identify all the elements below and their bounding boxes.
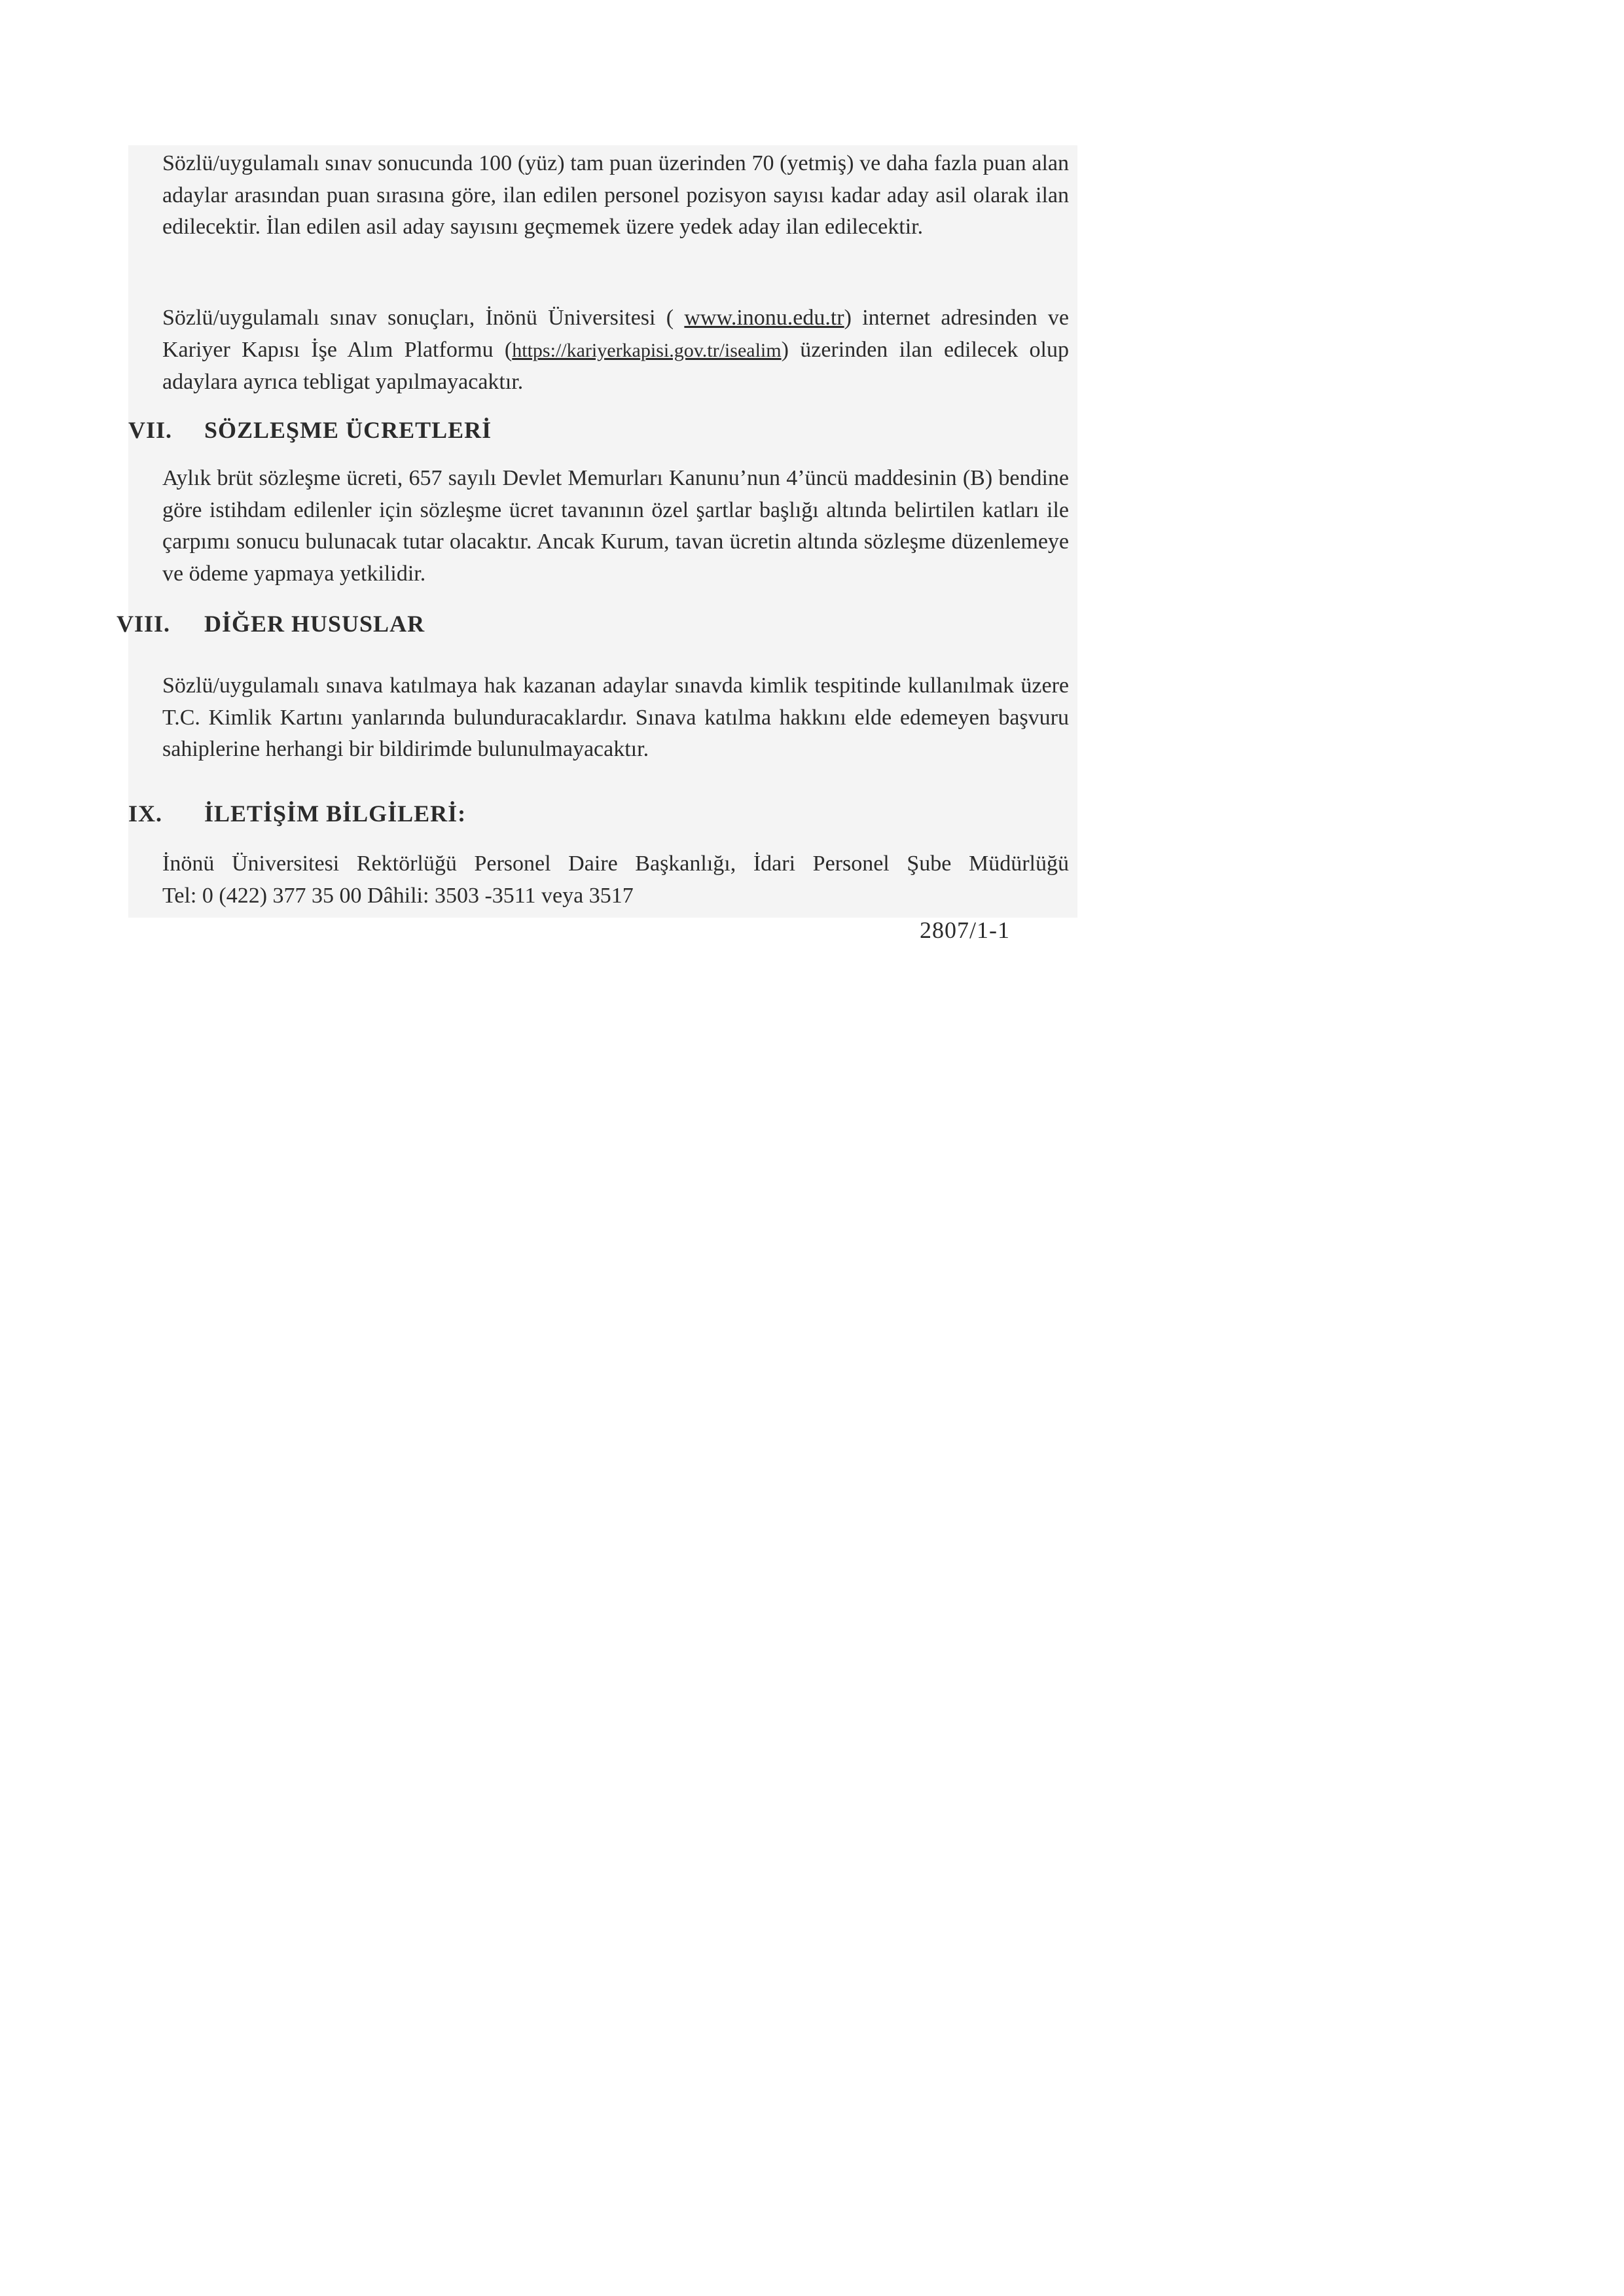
section-8-heading: DİĞER HUSUSLAR — [204, 611, 425, 637]
section-7-heading: SÖZLEŞME ÜCRETLERİ — [204, 417, 492, 443]
contract-fee-paragraph: Aylık brüt sözleşme ücreti, 657 sayılı Devlet Memurları Kanunu’nun 4’üncü maddesinin (B) bendine göre istihdam edilenler için sözleşme ücret tavanının özel şartlar başlığı altında belirtilen katları ile çarpımı sonucu bulunacak tutar olacaktır. Ancak Kurum, tavan ücretin altında sözleşme düzenlemeye ve ödeme yapmaya yetkilidir. — [162, 466, 1069, 586]
announcement-text-start: Sözlü/uygulamalı sınav sonuçları, İnönü Üniversitesi ( — [162, 306, 685, 330]
section-8-number: VIII. — [117, 611, 171, 637]
announcement-text-end: ) üzerinden ilan edilecek olup adaylara ayrıca tebligat yapılmayacaktır. — [162, 337, 1069, 394]
kariyer-kapisi-link[interactable]: https://kariyerkapisi.gov.tr/isealim — [512, 339, 782, 361]
inonu-website-link[interactable]: www.inonu.edu.tr — [684, 306, 844, 330]
section-9-heading: İLETİŞİM BİLGİLERİ: — [204, 800, 467, 827]
contact-info — [162, 848, 1069, 912]
announcement-text-middle: ) internet adresinden ve Kariyer Kapısı İşe Alım Platformu ( — [162, 306, 1069, 362]
section-9-number: IX. — [128, 800, 163, 827]
page-reference: 2807/1-1 — [920, 917, 1010, 943]
contact-office-line: İnönü Üniversitesi Rektörlüğü Personel Daire Başkanlığı, İdari Personel Şube Müdürlüğü — [162, 852, 1069, 876]
section-7-number: VII. — [128, 417, 173, 443]
contact-phone-line: Tel: 0 (422) 377 35 00 Dâhili: 3503 -3511 veya 3517 — [162, 883, 634, 908]
other-matters-paragraph: Sözlü/uygulamalı sınava katılmaya hak kazanan adaylar sınavda kimlik tespitinde kullanılmak üzere T.C. Kimlik Kartını yanlarında bulunduracaklardır. Sınava katılma hakkını elde edemeyen başvuru sahiplerine herhangi bir bildirimde bulunulmayacaktır. — [162, 673, 1069, 761]
exam-result-paragraph: Sözlü/uygulamalı sınav sonucunda 100 (yüz) tam puan üzerinden 70 (yetmiş) ve daha fazla puan alan adaylar arasından puan sırasına göre, ilan edilen personel pozisyon sayısı kadar aday asil olarak ilan edilecektir. İlan edilen asil aday sayısını geçmemek üzere yedek aday ilan edilecektir. — [162, 151, 1069, 239]
exam-announcement-paragraph — [162, 302, 1069, 399]
